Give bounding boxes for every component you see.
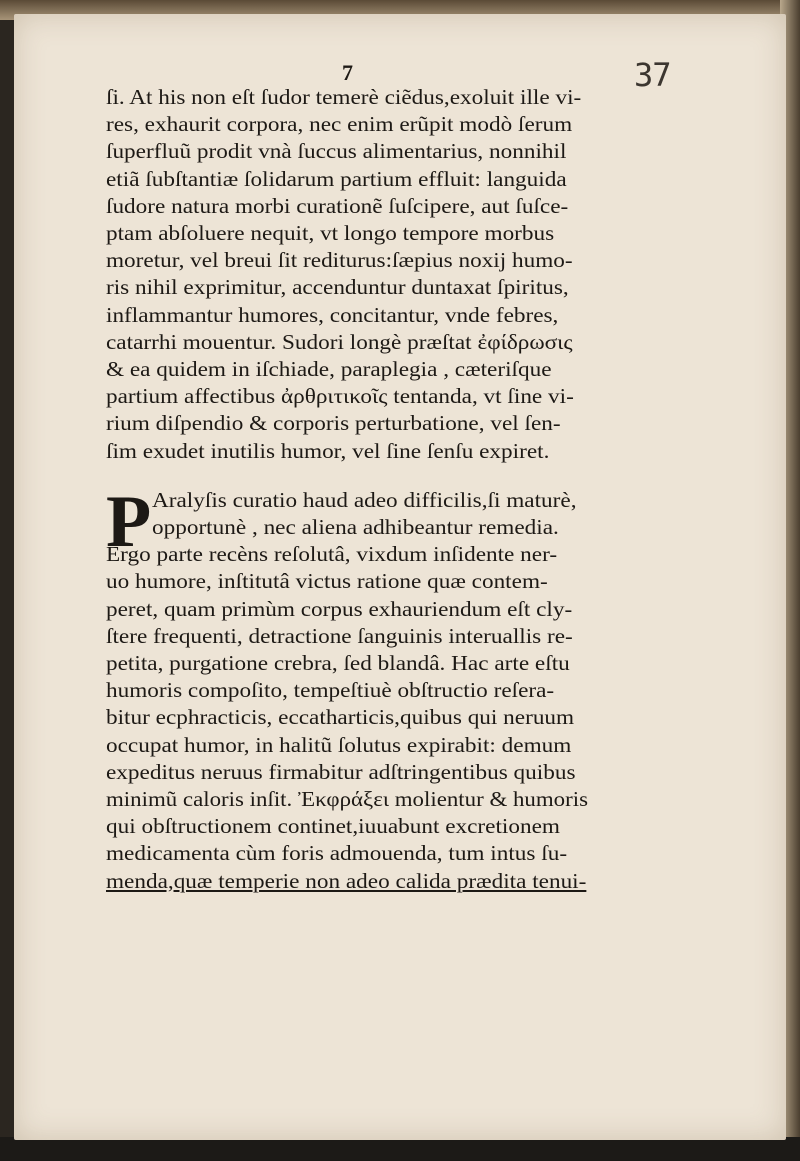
text-line: expeditus neruus firmabitur adſtringentibus quibus (106, 759, 576, 784)
text-line: ſtere frequenti, detractione ſanguinis interuallis re- (106, 623, 573, 648)
text-line: partium affectibus ἀρθριτικοῖς tentanda, vt ſine vi- (106, 384, 574, 409)
text-line: occupat humor, in halitũ ſolutus expirabit: demum (106, 732, 572, 757)
text-line: opportunè , nec aliena adhibeantur remedia. (152, 515, 559, 540)
text-line: peret, quam primùm corpus exhauriendum eſt cly- (106, 596, 573, 621)
text-line: moretur, vel breui ſit rediturus:ſæpius noxij humo- (106, 248, 573, 273)
paragraph-2 (106, 480, 588, 895)
text-line: ris nihil exprimitur, accenduntur duntaxat ſpiritus, (106, 275, 569, 300)
text-line: inflammantur humores, concitantur, vnde febres, (106, 302, 559, 327)
text-body (106, 84, 588, 895)
book-edge-bottom (0, 1137, 800, 1161)
text-line: ptam abſoluere nequit, vt longo tempore morbus (106, 221, 555, 246)
text-line: minimũ caloris inſit. Ἐκφράξει molientur & humoris (106, 787, 588, 812)
text-line: qui obſtructionem continet,iuuabunt excretionem (106, 814, 560, 839)
text-line: etiã ſubſtantiæ ſolidarum partium effluit: languida (106, 166, 567, 191)
text-line: Aralyſis curatio haud adeo difficilis,ſi maturè, (152, 487, 577, 512)
text-line: ſudore natura morbi curationẽ ſuſcipere, aut ſuſce- (106, 193, 569, 218)
text-line: medicamenta cùm foris admouenda, tum intus ſu- (106, 841, 568, 866)
text-line: menda,quæ temperie non adeo calida prædita tenui- (106, 868, 587, 893)
text-line: res, exhaurit corpora, nec enim erũpit modò ſerum (106, 112, 573, 137)
page-number: 7 (342, 60, 353, 85)
text-line: catarrhi mouentur. Sudori longè præſtat ἐφίδρωσις (106, 329, 573, 354)
text-line: uo humore, inſtitutâ victus ratione quæ contem- (106, 569, 548, 594)
text-line: ſi. At his non eſt ſudor temerè ciẽdus,exoluit ille vi- (106, 85, 582, 109)
text-line: & ea quidem in iſchiade, paraplegia , cæteriſque (106, 357, 552, 382)
text-line: rium diſpendio & corporis perturbatione, vel ſen- (106, 411, 561, 436)
folio-number: 37 (634, 56, 671, 94)
drop-cap: P (106, 480, 152, 563)
text-line: ſim exudet inutilis humor, vel ſine ſenſu expiret. (106, 438, 550, 463)
text-line: petita, purgatione crebra, ſed blandâ. Hac arte eſtu (106, 651, 570, 676)
text-line: Ergo parte recèns reſolutâ, vixdum inſidente ner- (106, 542, 558, 567)
paragraph-1 (106, 84, 588, 465)
text-line: bitur ecphracticis, eccatharticis,quibus qui neruum (106, 705, 575, 730)
text-line: humoris compoſito, tempeſtiuè obſtructio reſera- (106, 678, 555, 703)
text-line: ſuperfluũ prodit vnà ſuccus alimentarius, nonnihil (106, 139, 567, 164)
